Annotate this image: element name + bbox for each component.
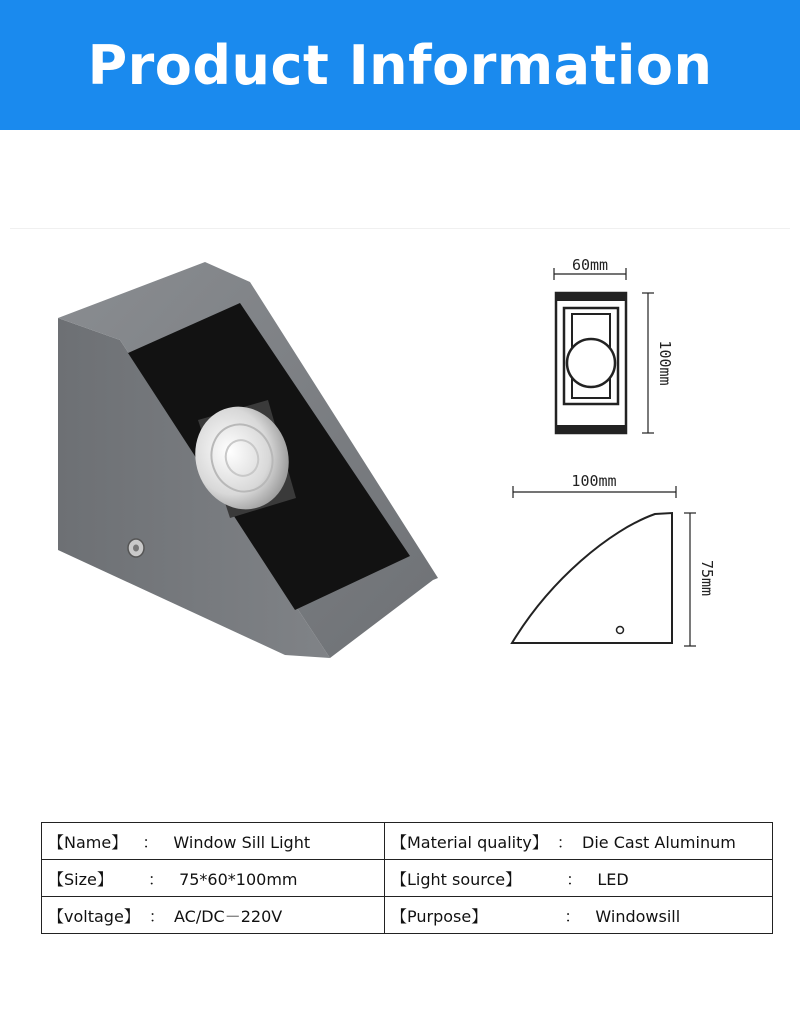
spec-cell-purpose: [385, 897, 773, 934]
spec-colon: ：: [556, 832, 573, 852]
header-banner: [0, 0, 800, 130]
spec-label: 【voltage】: [48, 906, 140, 926]
spec-cell-name: [42, 823, 385, 860]
spec-cell-voltage: [42, 897, 385, 934]
dimension-drawings: [500, 250, 740, 660]
front-height-label: 100mm: [656, 340, 674, 386]
divider: [10, 228, 790, 229]
spec-colon: ：: [148, 906, 165, 926]
side-length-label: 100mm: [571, 472, 617, 490]
spec-table: [41, 822, 773, 934]
spec-label: 【Light source】: [391, 869, 522, 889]
product-photo: [50, 260, 450, 670]
table-row: [42, 897, 773, 934]
spec-label: 【Purpose】: [391, 906, 488, 926]
spec-colon: ：: [142, 832, 159, 852]
spec-cell-size: [42, 860, 385, 897]
spec-value: Die Cast Aluminum: [582, 832, 736, 852]
spec-label: 【Name】: [48, 832, 128, 852]
front-width-label: 60mm: [571, 256, 609, 274]
table-row: [42, 823, 773, 860]
spec-value: Window Sill Light: [173, 832, 311, 852]
spec-cell-light-source: [385, 860, 773, 897]
spec-label: 【Size】: [48, 869, 113, 889]
spec-value: LED: [597, 869, 629, 889]
spec-colon: ：: [147, 869, 164, 889]
mounting-screw-icon: [128, 539, 144, 557]
spec-colon: ：: [564, 906, 581, 926]
spec-colon: ：: [566, 869, 583, 889]
spec-value: 75*60*100mm: [179, 869, 298, 889]
spec-label: 【Material quality】: [391, 832, 548, 852]
spec-value: AC/DC－220V: [174, 906, 283, 926]
spec-cell-material: [385, 823, 773, 860]
side-height-label: 75mm: [698, 559, 716, 597]
spec-value: Windowsill: [595, 906, 681, 926]
page-title: Product Information: [87, 33, 713, 97]
front-view: [554, 256, 674, 433]
table-row: [42, 860, 773, 897]
side-view: [512, 472, 716, 646]
